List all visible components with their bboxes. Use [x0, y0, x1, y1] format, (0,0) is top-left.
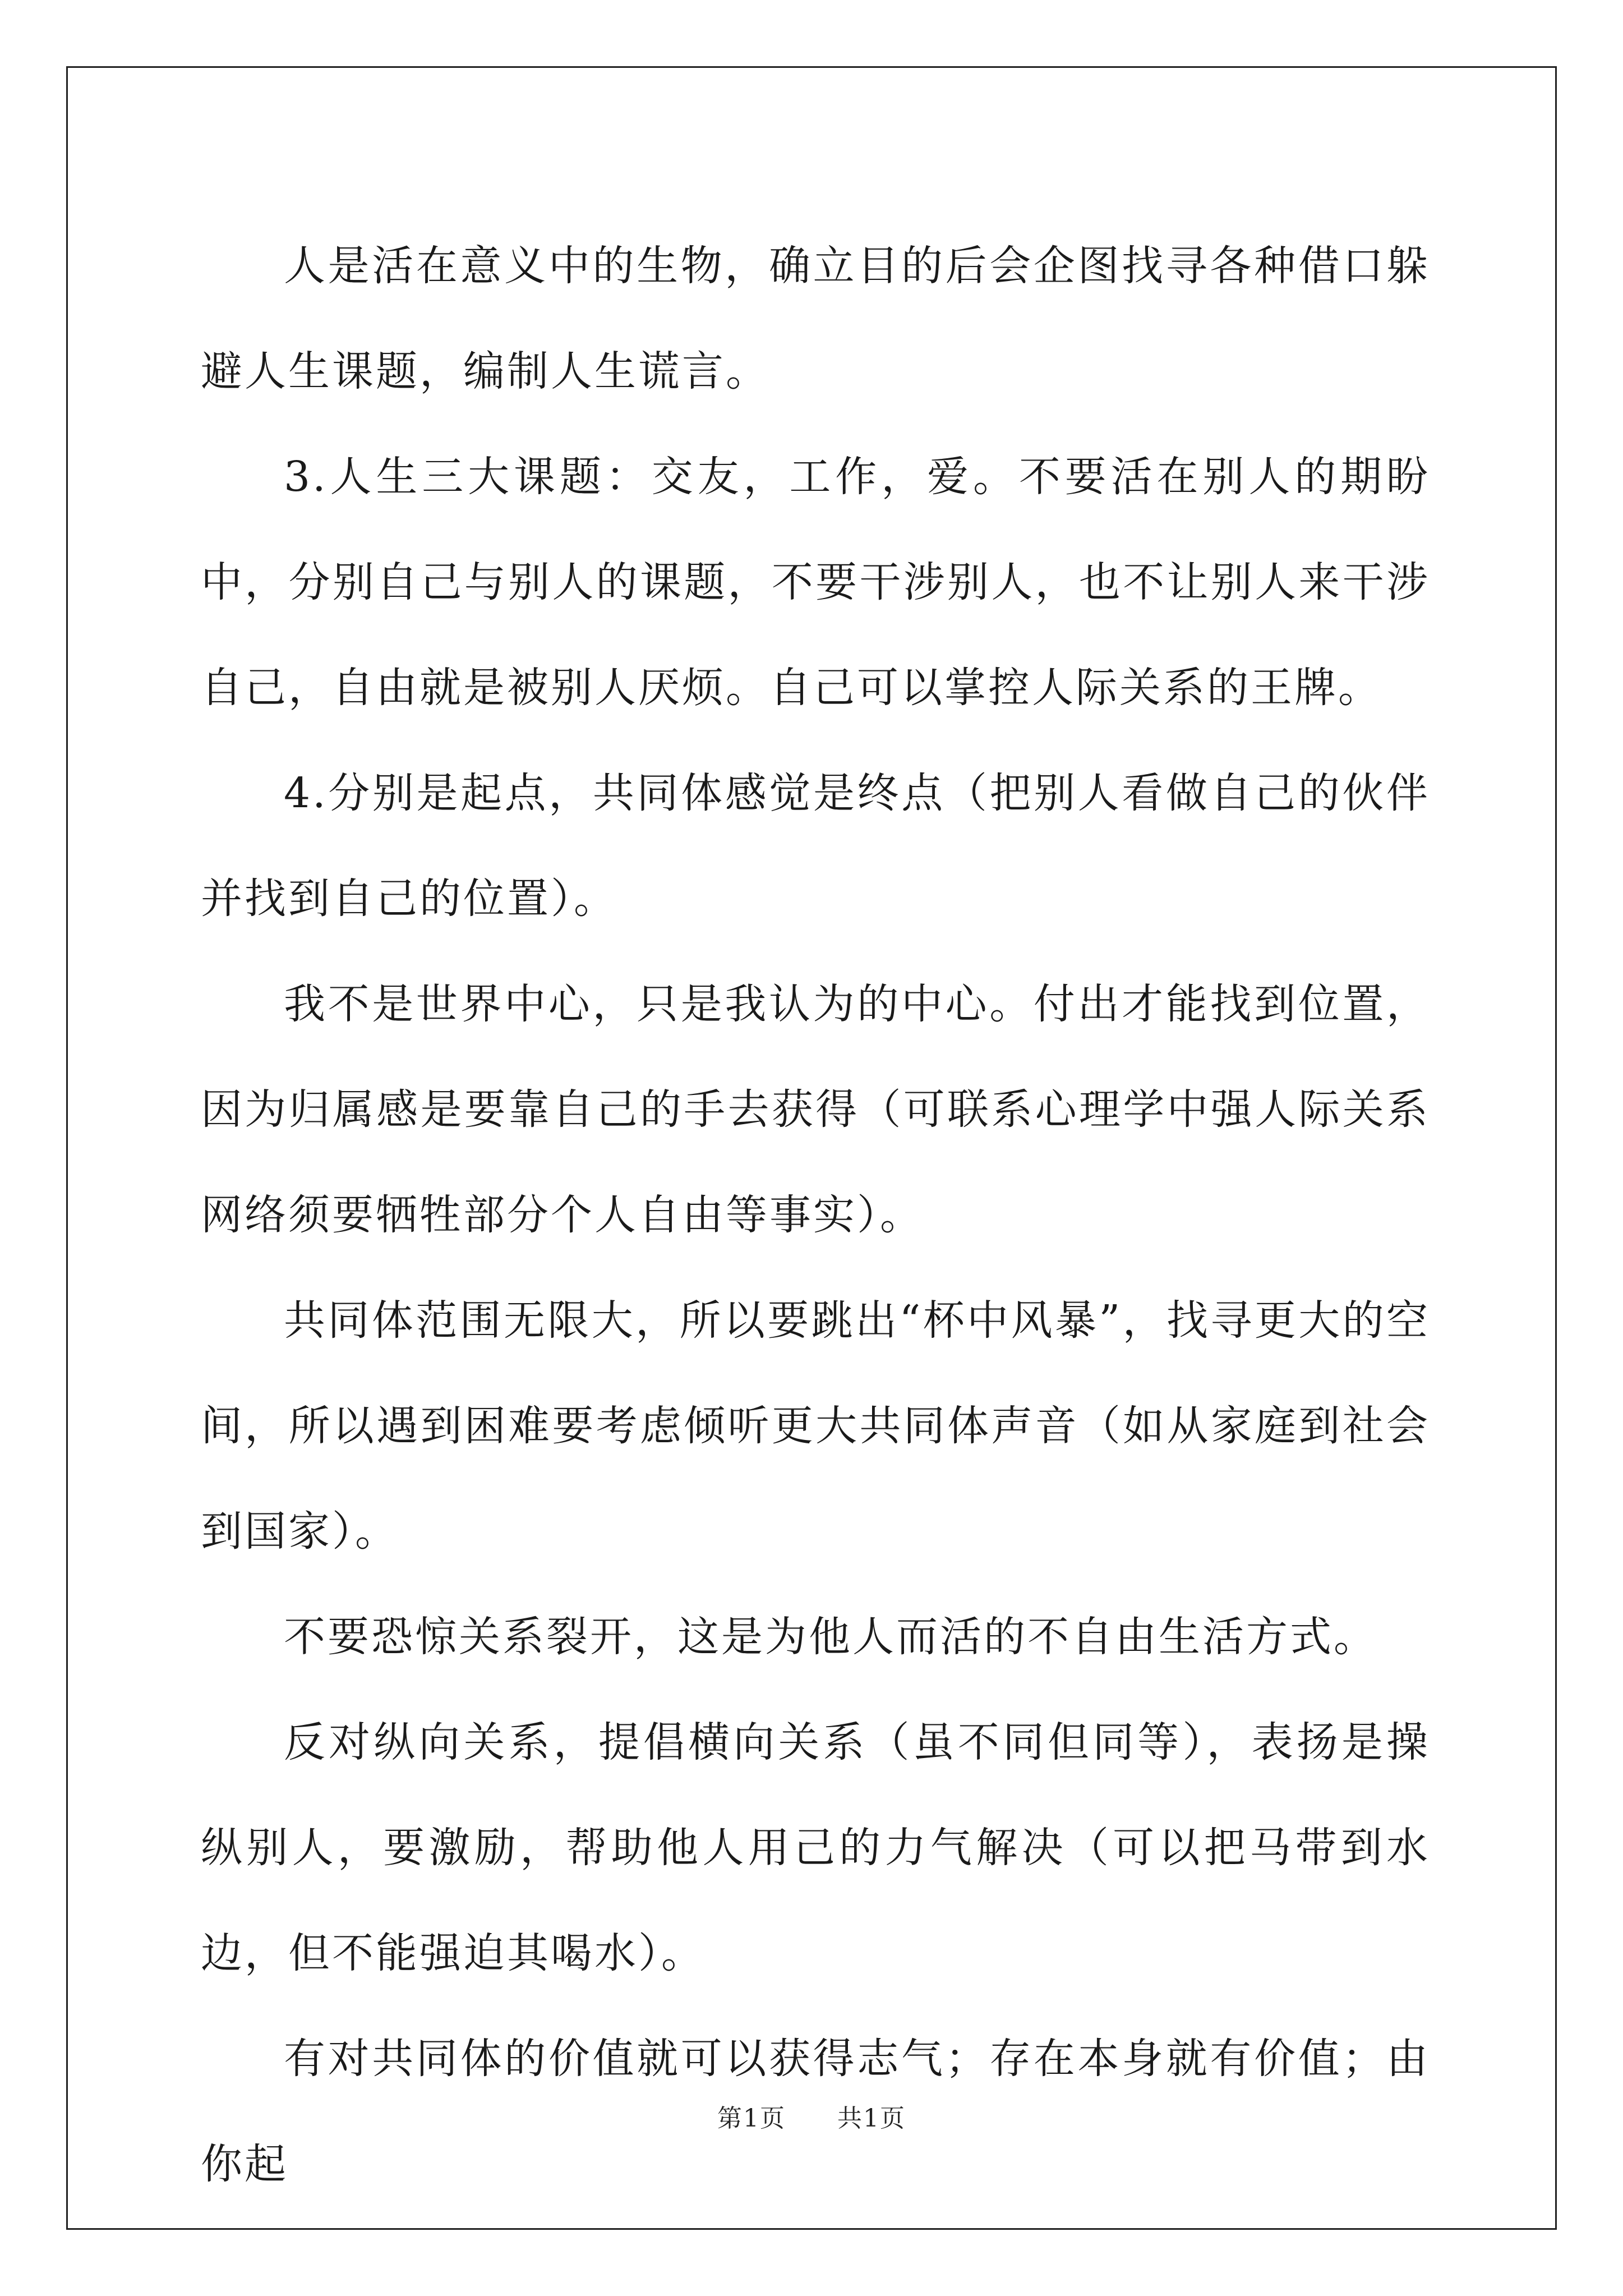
- paragraph: 4.分别是起点，共同体感觉是终点（把别人看做自己的伙伴并找到自己的位置）。: [201, 769, 1430, 923]
- paragraph: 反对纵向关系，提倡横向关系（虽不同但同等），表扬是操纵别人，要激励，帮助他人用己的力气解决（可以把马带到水边，但不能强迫其喝水）。: [201, 1718, 1430, 1977]
- paragraph: 有对共同体的价值就可以获得志气；存在本身就有价值；由你起: [201, 2035, 1430, 2188]
- page-footer: [0, 2098, 1623, 2134]
- page-total: 共1页: [837, 2104, 906, 2133]
- paragraph: 人是活在意义中的生物，确立目的后会企图找寻各种借口躲避人生课题，编制人生谎言。: [201, 242, 1430, 395]
- paragraph: 不要恐惊关系裂开，这是为他人而活的不自由生活方式。: [284, 1613, 1377, 1661]
- paragraph: 共同体范围无限大，所以要跳出“杯中风暴”，找寻更大的空间，所以遇到困难要考虑倾听更大共同体声音（如从家庭到社会到国家）。: [201, 1296, 1430, 1556]
- paragraph: 3.人生三大课题：交友，工作，爱。不要活在别人的期盼中，分别自己与别人的课题，不要干涉别人，也不让别人来干涉自己，自由就是被别人厌烦。自己可以掌控人际关系的王牌。: [201, 453, 1430, 712]
- paragraph: 我不是世界中心，只是我认为的中心。付出才能找到位置，因为归属感是要靠自己的手去获得（可联系心理学中强人际关系网络须要牺牲部分个人自由等事实）。: [201, 980, 1430, 1239]
- page-number: 第1页: [717, 2104, 786, 2133]
- document-body: [201, 213, 1430, 2217]
